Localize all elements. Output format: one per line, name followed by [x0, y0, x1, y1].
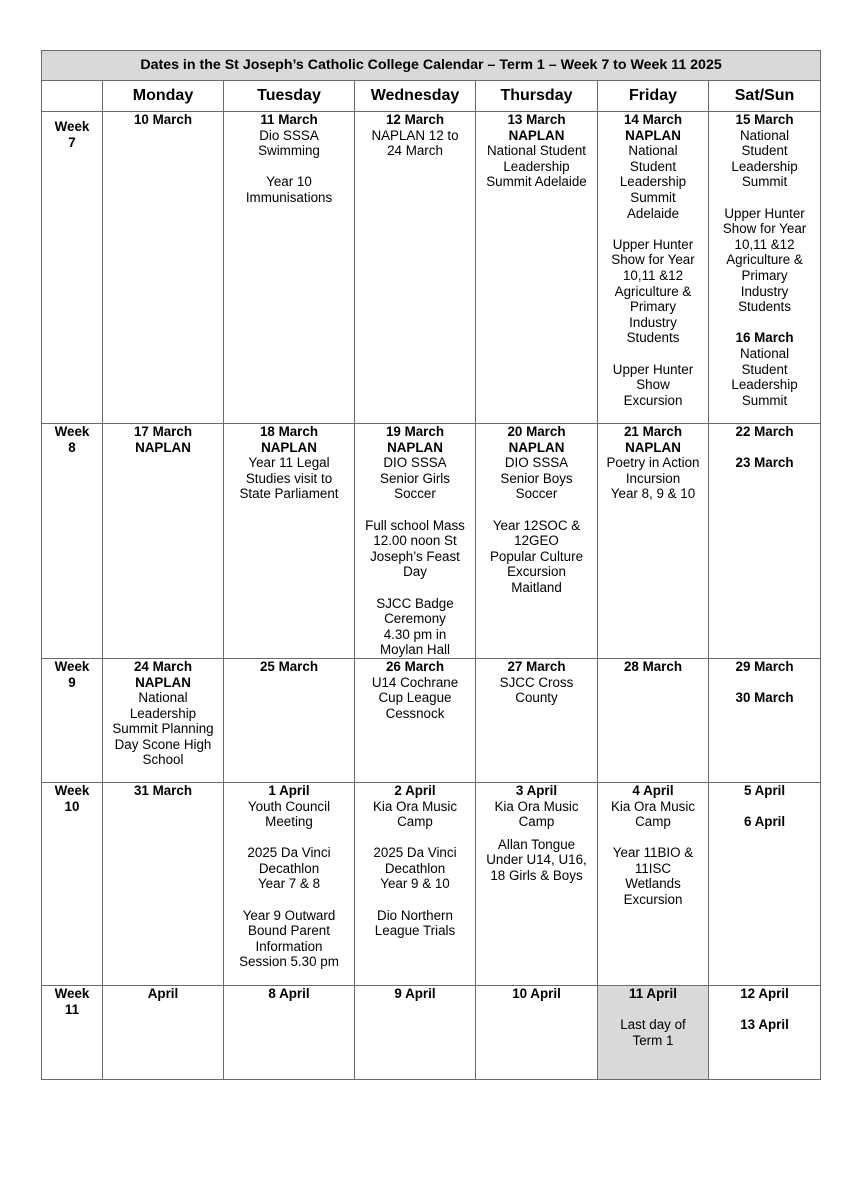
day-date: 27 March — [507, 658, 566, 674]
day-date: April — [147, 985, 179, 1001]
event-line: Agriculture & — [614, 283, 692, 299]
day-cell-thursday — [476, 658, 598, 782]
event-line: Students — [738, 299, 791, 315]
event-line: NAPLAN 12 to — [371, 127, 459, 143]
event-line: Summit — [741, 174, 788, 190]
event-line: Student — [629, 158, 677, 174]
day-cell-friday — [598, 782, 709, 985]
naplan-label: NAPLAN — [508, 439, 565, 455]
event-line: Allan Tongue — [497, 836, 576, 852]
event-line: Leadership — [619, 174, 687, 190]
day-date: 23 March — [735, 455, 794, 471]
event-line: Senior Boys — [500, 470, 573, 486]
day-date: 2 April — [394, 782, 436, 798]
event-line: Primary — [741, 267, 788, 283]
event-line: Day Scone High — [114, 736, 212, 752]
week-label: Week 11 — [42, 985, 103, 1079]
week-row-9 — [42, 658, 821, 782]
event-line: National Student — [486, 143, 586, 159]
day-date: 15 March — [735, 112, 794, 127]
day-cell-thursday — [476, 782, 598, 985]
event-line: Leadership — [731, 158, 798, 174]
event-line: 4.30 pm in — [383, 626, 447, 642]
day-cell-monday — [103, 424, 224, 659]
day-cell-wednesday — [355, 112, 476, 424]
event-line: Joseph’s Feast — [370, 548, 460, 564]
event-line: Year 12SOC & — [492, 517, 581, 533]
event-line: State Parliament — [239, 486, 339, 502]
event-line: Upper Hunter — [612, 236, 694, 252]
event-line: U14 Cochrane — [371, 674, 459, 690]
event-line: Students — [626, 330, 680, 346]
day-cell-tuesday — [224, 782, 355, 985]
naplan-label: NAPLAN — [508, 127, 565, 143]
event-line: Year 8, 9 & 10 — [610, 486, 696, 502]
event-line: Leadership — [503, 158, 570, 174]
week-row-11 — [42, 985, 821, 1079]
event-line: National — [138, 690, 188, 706]
event-line: Information — [255, 938, 323, 954]
header-empty — [42, 81, 103, 112]
day-date: 28 March — [623, 658, 683, 674]
event-line: Year 7 & 8 — [257, 876, 321, 892]
event-line: Under U14, U16, — [486, 852, 587, 868]
day-date: 30 March — [735, 690, 794, 706]
day-cell-monday — [103, 112, 224, 424]
day-date: 18 March — [259, 424, 319, 439]
event-line: 11ISC — [634, 860, 672, 876]
event-line: Leadership — [731, 377, 798, 393]
week-label: Week 8 — [42, 424, 103, 659]
event-line: Summit — [741, 392, 788, 408]
event-line: Session 5.30 pm — [239, 954, 339, 970]
event-line: Popular Culture — [489, 548, 584, 564]
event-line: Year 11 Legal — [248, 455, 330, 471]
event-line: 18 Girls & Boys — [490, 867, 583, 883]
event-line: Excursion — [623, 392, 683, 408]
event-line: DIO SSSA — [504, 455, 569, 471]
event-line: 10,11 &12 — [734, 236, 795, 252]
event-line: Term 1 — [632, 1032, 674, 1048]
day-cell-satsun — [709, 658, 821, 782]
event-line: DIO SSSA — [383, 455, 447, 471]
event-line: Summit — [630, 189, 676, 205]
event-line: Upper Hunter — [724, 205, 805, 221]
day-date: 6 April — [743, 814, 786, 830]
day-date: 14 March — [623, 112, 683, 127]
naplan-label: NAPLAN — [625, 127, 681, 143]
event-line: Year 10 — [266, 174, 312, 190]
event-line: Kia Ora Music — [372, 798, 458, 814]
event-line: Kia Ora Music — [494, 798, 579, 814]
event-line: Moylan Hall — [380, 642, 450, 658]
day-date: 11 April — [629, 985, 677, 1001]
event-line: Student — [741, 361, 788, 377]
event-line: Bound Parent — [248, 923, 330, 939]
event-line: Maitland — [511, 579, 562, 595]
event-line: 12GEO — [514, 533, 559, 549]
event-line: Summit Adelaide — [486, 174, 587, 190]
event-line: Senior Girls — [380, 470, 450, 486]
day-cell-satsun — [709, 782, 821, 985]
day-cell-tuesday — [224, 985, 355, 1079]
event-line: Student — [741, 143, 788, 159]
day-cell-tuesday — [224, 658, 355, 782]
day-cell-monday — [103, 985, 224, 1079]
day-date: 4 April — [632, 782, 674, 798]
day-date: 31 March — [133, 782, 193, 798]
event-line: Studies visit to — [245, 470, 333, 486]
event-line: County — [515, 690, 558, 706]
event-line: Camp — [518, 814, 555, 830]
header-friday: Friday — [598, 81, 709, 112]
event-line: Agriculture & — [726, 252, 803, 268]
event-line: Kia Ora Music — [610, 798, 696, 814]
day-date: 10 March — [133, 112, 193, 127]
event-line: Year 9 Outward — [242, 907, 336, 923]
header-row — [42, 81, 821, 112]
event-line: Excursion — [507, 564, 566, 580]
header-tuesday: Tuesday — [224, 81, 355, 112]
naplan-label: NAPLAN — [625, 439, 681, 455]
event-line: Youth Council — [247, 798, 331, 814]
header-thursday: Thursday — [476, 81, 598, 112]
event-line: Poetry in Action — [606, 455, 700, 471]
event-line: Show — [636, 377, 670, 393]
day-cell-satsun — [709, 112, 821, 424]
day-date: 3 April — [515, 782, 558, 798]
day-date: 10 April — [512, 985, 561, 1001]
day-date: 9 April — [394, 985, 436, 1001]
day-date: 19 March — [385, 424, 445, 439]
day-cell-friday — [598, 658, 709, 782]
event-line: Leadership — [129, 705, 197, 721]
event-line: 24 March — [387, 143, 443, 159]
event-line: Cup League — [378, 690, 452, 706]
day-date: 17 March — [133, 424, 193, 439]
day-date: 11 March — [260, 112, 318, 127]
event-line: Camp — [635, 814, 671, 830]
event-line: 10,11 &12 — [622, 267, 684, 283]
event-line: Summit Planning — [112, 721, 214, 737]
event-line: Decathlon — [258, 860, 320, 876]
day-cell-satsun — [709, 424, 821, 659]
day-cell-thursday — [476, 424, 598, 659]
title-row — [42, 51, 821, 81]
event-line: Camp — [397, 814, 433, 830]
day-date: 29 March — [735, 658, 794, 674]
event-line: Last day of — [620, 1017, 686, 1033]
week-label: Week 7 — [42, 112, 103, 424]
event-line: Full school Mass — [365, 517, 465, 533]
event-line: Soccer — [515, 486, 558, 502]
event-line: Ceremony — [384, 611, 446, 627]
header-satsun: Sat/Sun — [709, 81, 821, 112]
event-line: 12.00 noon St — [373, 533, 457, 549]
event-line: Industry — [740, 283, 789, 299]
day-cell-wednesday — [355, 424, 476, 659]
header-monday: Monday — [103, 81, 224, 112]
naplan-label: NAPLAN — [261, 439, 317, 455]
event-line: Swimming — [258, 143, 320, 159]
day-date: 20 March — [507, 424, 566, 439]
event-line: School — [142, 752, 184, 768]
day-date: 26 March — [385, 658, 445, 674]
event-line: Industry — [629, 314, 677, 330]
day-date: 5 April — [743, 782, 786, 798]
day-date: 1 April — [268, 782, 310, 798]
day-cell-friday — [598, 424, 709, 659]
day-cell-monday — [103, 658, 224, 782]
day-cell-tuesday — [224, 112, 355, 424]
event-line: Upper Hunter — [612, 361, 694, 377]
event-line: Primary — [629, 299, 677, 315]
event-line: SJCC Badge — [376, 595, 454, 611]
event-line: Wetlands — [625, 876, 681, 892]
event-line: Incursion — [625, 470, 681, 486]
event-line: Show for Year — [611, 252, 695, 268]
day-date: 24 March — [133, 658, 193, 674]
event-line: Dio SSSA — [259, 127, 319, 143]
event-line: 2025 Da Vinci — [373, 845, 457, 861]
naplan-label: NAPLAN — [135, 439, 191, 455]
week-label: Week 10 — [42, 782, 103, 985]
event-line: Excursion — [623, 892, 683, 908]
week-row-7 — [42, 112, 821, 424]
day-date: 25 March — [259, 658, 319, 674]
calendar-table — [41, 50, 821, 1080]
event-line: National — [628, 143, 678, 159]
day-cell-monday — [103, 782, 224, 985]
calendar-title: Dates in the St Joseph’s Catholic College Calendar – Term 1 – Week 7 to Week 11 2025 — [42, 51, 821, 81]
week-row-10 — [42, 782, 821, 985]
day-cell-wednesday — [355, 985, 476, 1079]
day-cell-tuesday — [224, 424, 355, 659]
event-line: SJCC Cross — [499, 674, 574, 690]
day-date: 12 April — [740, 985, 789, 1001]
event-line: Meeting — [265, 814, 313, 830]
week-row-8 — [42, 424, 821, 659]
event-line: Soccer — [394, 486, 436, 502]
day-cell-thursday — [476, 985, 598, 1079]
event-line: Year 11BIO & — [612, 845, 694, 861]
day-cell-thursday — [476, 112, 598, 424]
event-line: Cessnock — [385, 705, 445, 721]
naplan-label: NAPLAN — [387, 439, 443, 455]
event-line: National — [739, 127, 790, 143]
day-date: 8 April — [268, 985, 310, 1001]
day-cell-wednesday — [355, 782, 476, 985]
event-line: Day — [403, 564, 427, 580]
event-line: Decathlon — [384, 860, 446, 876]
event-line: Show for Year — [722, 221, 807, 237]
event-line: Dio Northern — [377, 907, 453, 923]
day-date: 21 March — [623, 424, 683, 439]
event-line: Year 9 & 10 — [380, 876, 450, 892]
event-line: 2025 Da Vinci — [247, 845, 331, 861]
day-date: 16 March — [735, 330, 794, 346]
day-date: 12 March — [385, 112, 445, 127]
day-cell-friday — [598, 112, 709, 424]
day-date: 13 March — [507, 112, 566, 127]
day-cell-friday-last-day — [598, 985, 709, 1079]
day-cell-wednesday — [355, 658, 476, 782]
event-line: National — [739, 345, 790, 361]
naplan-label: NAPLAN — [135, 674, 191, 690]
event-line: Adelaide — [626, 205, 680, 221]
day-date: 22 March — [735, 424, 794, 439]
day-date: 13 April — [740, 1017, 789, 1033]
event-line: Immunisations — [245, 189, 333, 205]
header-wednesday: Wednesday — [355, 81, 476, 112]
week-label: Week 9 — [42, 658, 103, 782]
event-line: League Trials — [374, 923, 456, 939]
day-cell-satsun — [709, 985, 821, 1079]
